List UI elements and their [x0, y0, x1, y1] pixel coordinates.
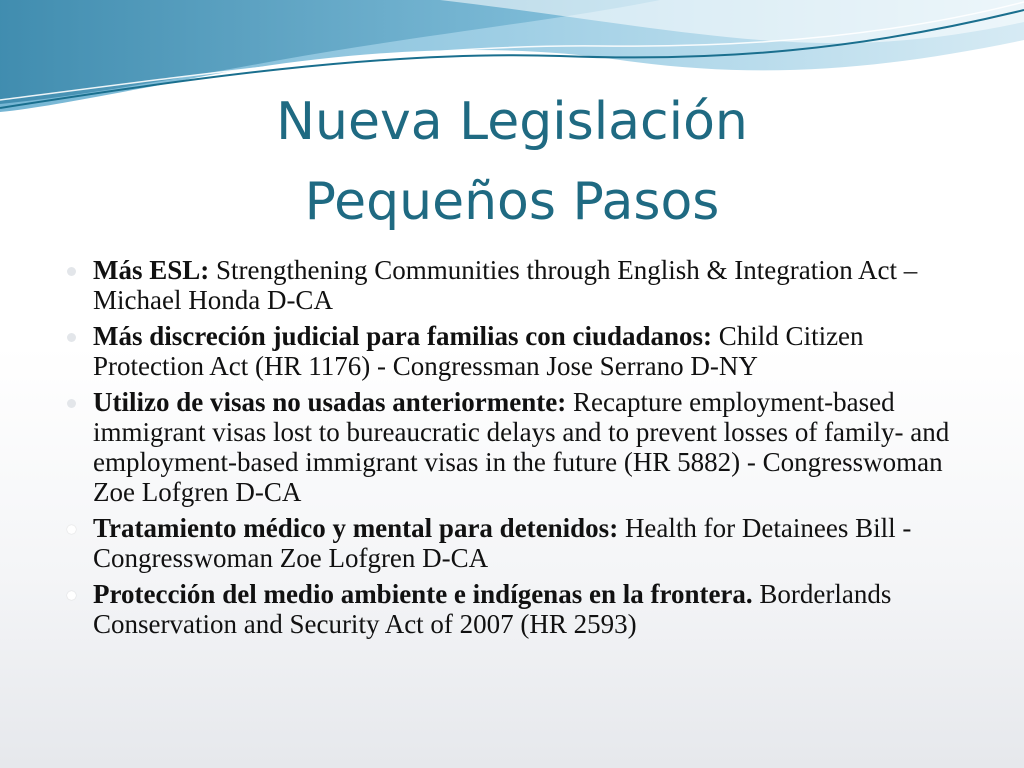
bullet-item	[93, 579, 953, 639]
bullet-item	[93, 255, 953, 315]
slide-title	[0, 82, 1024, 242]
bullet-dot-icon	[67, 399, 76, 408]
bullet-item	[93, 321, 953, 381]
bullet-text: Health for Detainees Bill - Congresswoman Zoe Lofgren D-CA	[93, 513, 912, 573]
bullet-heading: Protección del medio ambiente e indígenas en la frontera.	[93, 579, 753, 609]
bullet-list	[93, 255, 953, 645]
bullet-text: Borderlands Conservation and Security Act of 2007 (HR 2593)	[93, 579, 892, 639]
bullet-dot-icon	[67, 267, 76, 276]
bullet-heading: Más discreción judicial para familias con ciudadanos:	[93, 321, 713, 351]
bullet-heading: Más ESL:	[93, 255, 210, 285]
bullet-text: Strengthening Communities through English & Integration Act – Michael Honda D-CA	[93, 255, 918, 315]
bullet-item	[93, 513, 953, 573]
bullet-dot-icon	[67, 333, 76, 342]
bullet-heading: Utilizo de visas no usadas anteriormente:	[93, 387, 567, 417]
bullet-item	[93, 387, 953, 507]
slide-title-line-2: Pequeños Pasos	[304, 172, 720, 232]
bullet-text: Recapture employment-based immigrant visas lost to bureaucratic delays and to prevent losses of family- and employment-based immigrant visas in the future (HR 5882) - Congresswoman Zoe Lofgren D-CA	[93, 387, 950, 507]
bullet-dot-icon	[67, 591, 76, 600]
bullet-dot-icon	[67, 525, 76, 534]
slide-title-line-1: Nueva Legislación	[276, 92, 748, 152]
bullet-text: Child Citizen Protection Act (HR 1176) - Congressman Jose Serrano D-NY	[93, 321, 864, 381]
bullet-heading: Tratamiento médico y mental para detenidos:	[93, 513, 619, 543]
